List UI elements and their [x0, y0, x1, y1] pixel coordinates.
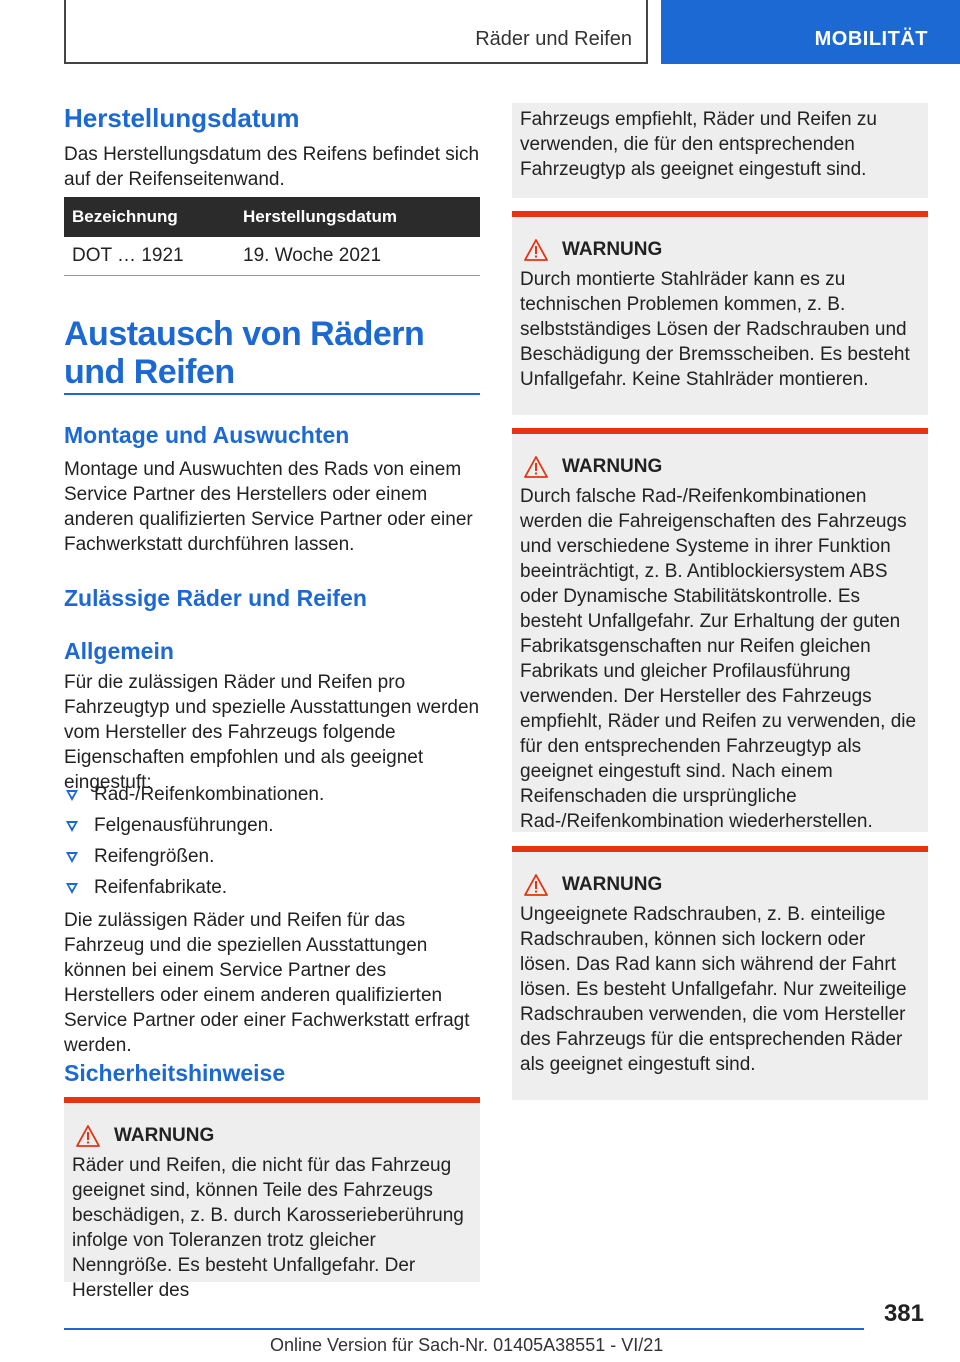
list-item: Reifenfabrikate. [64, 875, 480, 900]
heading-replace-wheels: Austausch von Rädern und Reifen [64, 315, 425, 391]
heading-mounting: Montage und Auswuchten [64, 422, 350, 448]
heading-general: Allgemein [64, 638, 174, 664]
footer-version-text: Online Version für Sach-Nr. 01405A38551 - VI/21 [270, 1335, 664, 1355]
warning-text: Durch falsche Rad-/Reifenkombinationen werden die Fahreigenschaften des Fahrzeugs und verschiedene Systeme in ihrer Funktion beeinträchtigt, z. B. Antiblockiersystem ABS oder Dynamische Stabilitätskontrolle. Es besteht Unfallgefahr. Zur Erhaltung der guten Fabrikatsgenschaften nur Reifen gleichen Fabrikats und gleicher Profilausführung verwenden. Der Hersteller des Fahrzeugs empfiehlt, Räder und Reifen zu verwenden, die für den entsprechenden Fahrzeugtyp als geeignet eingestuft sind. Nach einem Reifenschaden die ursprüngliche Rad-/Reifenkombination wiederherstellen. [520, 486, 917, 832]
para-mounting: Montage und Auswuchten des Rads von einem Service Partner des Herstellers oder einem anderen qualifizierten Service Partner oder einer Fachwerkstatt durchführen lassen. [64, 459, 473, 555]
footer-rule [64, 1328, 864, 1330]
warning-triangle-icon [524, 456, 548, 478]
warning-triangle-icon [76, 1125, 100, 1147]
triangle-bullet-icon [66, 852, 78, 863]
warning-box-2 [512, 211, 928, 415]
warning-label: WARNUNG [562, 456, 663, 477]
warning-text: Fahrzeugs empfiehlt, Räder und Reifen zu verwenden, die für den entsprechenden Fahrzeugtyp als geeignet eingestuft sind. [520, 109, 877, 180]
warning-box-1 [64, 1097, 480, 1301]
page-number: 381 [883, 1300, 924, 1327]
warning-text: Ungeeignete Radschrauben, z. B. einteilige Radschrauben, können sich lockern oder lösen. Das Rad kann sich während der Fahrt lösen. Es besteht Unfallgefahr. Nur zweiteilige Radschrauben verwenden, die vom Hersteller des Fahrzeugs für die entsprechenden Räder als geeignet eingestuft sind. [520, 904, 907, 1075]
warning-triangle-icon [524, 874, 548, 896]
heading-rule [64, 393, 480, 395]
heading-manufacture-date: Herstellungsdatum [64, 103, 300, 133]
warning-label: WARNUNG [562, 874, 663, 895]
table-row [64, 237, 480, 276]
list-item: Reifengrößen. [64, 844, 480, 869]
heading-allowed-wheels: Zulässige Räder und Reifen [64, 585, 367, 611]
header-section-title: Räder und Reifen [475, 28, 632, 50]
warning-box-3 [512, 428, 928, 832]
warning-triangle-icon [524, 239, 548, 261]
para-general-2: Die zulässigen Räder und Reifen für das Fahrzeug und die speziellen Ausstattungen können bei einem Service Partner des Herstellers oder einem anderen qualifizierten Service Partner oder einer Fachwerkstatt erfragt werden. [64, 910, 470, 1056]
heading-safety: Sicherheitshinweise [64, 1060, 286, 1086]
table-cell-date: 19. Woche 2021 [235, 237, 480, 276]
warning-label: WARNUNG [562, 239, 663, 260]
manufacture-date-table [64, 197, 480, 276]
list-item: Rad-/Reifenkombinationen. [64, 782, 480, 807]
header-chapter-tab [661, 0, 960, 64]
list-item: Felgenausführungen. [64, 813, 480, 838]
triangle-bullet-icon [66, 821, 78, 832]
para-general: Für die zulässigen Räder und Reifen pro Fahrzeugtyp und spezielle Ausstattungen werden vom Hersteller des Fahrzeugs folgende Eigenschaften empfohlen und als geeignet eingestuft: [64, 672, 480, 793]
warning-box-1-continued [512, 103, 928, 198]
header-chapter-title: MOBILITÄT [814, 28, 928, 50]
table-cell-designation: DOT … 1921 [64, 237, 235, 276]
warning-text: Durch montierte Stahlräder kann es zu technischen Problemen kommen, z. B. selbstständiges Lösen der Radschrauben und Beschädigung der Bremsscheiben. Es besteht Unfallgefahr. Keine Stahlräder montieren. [520, 269, 910, 390]
triangle-bullet-icon [66, 790, 78, 801]
warning-box-4 [512, 846, 928, 1100]
para-manufacture-date: Das Herstellungsdatum des Reifens befindet sich auf der Reifenseitenwand. [64, 144, 480, 190]
warning-label: WARNUNG [114, 1125, 215, 1146]
recommended-properties-list [64, 782, 480, 906]
table-header-date: Herstellungsdatum [235, 197, 480, 237]
triangle-bullet-icon [66, 883, 78, 894]
table-header-designation: Bezeichnung [64, 197, 235, 237]
header-section-frame [64, 0, 648, 64]
warning-text: Räder und Reifen, die nicht für das Fahrzeug geeignet sind, können Teile des Fahrzeugs beschädigen, z. B. durch Karosserieberührung infolge von Toleranzen trotz gleicher Nenngröße. Es besteht Unfallgefahr. Der Hersteller des [72, 1155, 464, 1301]
